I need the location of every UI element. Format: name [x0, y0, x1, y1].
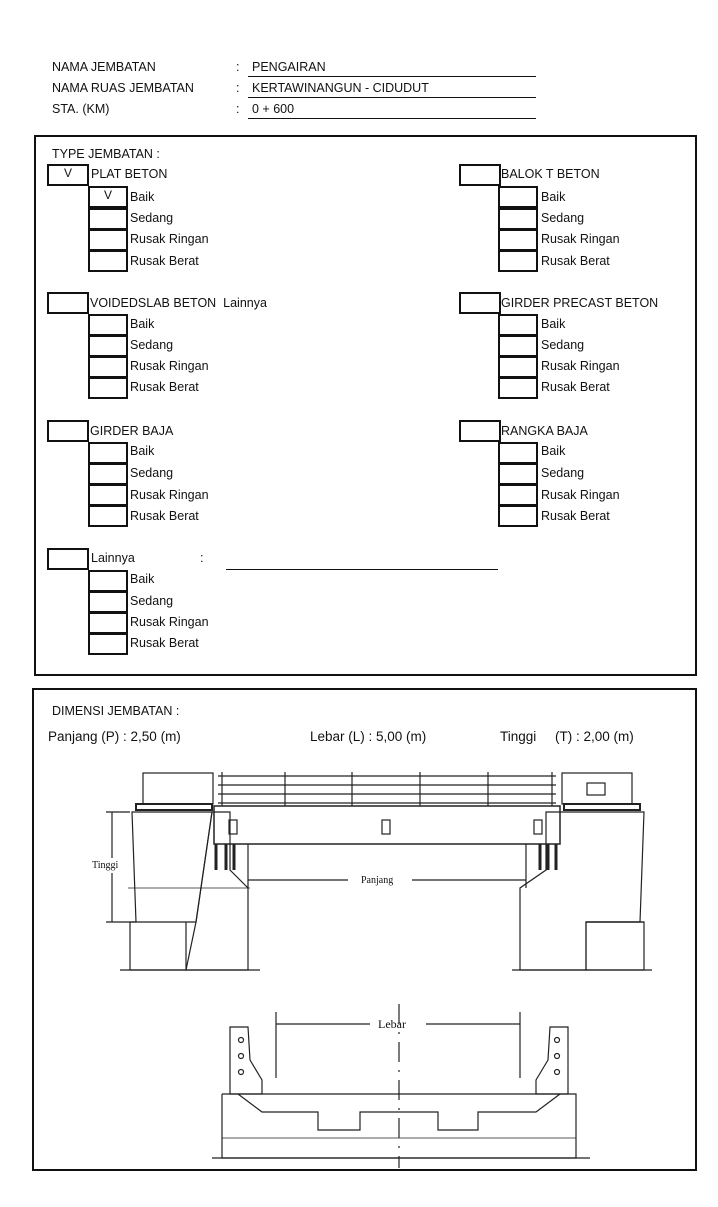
- type-checkbox-balok-t-beton[interactable]: [459, 164, 501, 186]
- condition-checkbox[interactable]: [88, 570, 128, 592]
- condition-checkbox[interactable]: [88, 229, 128, 251]
- underline: [248, 76, 536, 77]
- condition-checkbox[interactable]: [498, 463, 538, 485]
- condition-checkbox[interactable]: [498, 505, 538, 527]
- condition-checkbox[interactable]: [498, 484, 538, 506]
- lainnya-input-line[interactable]: [226, 569, 498, 570]
- type-label-lainnya: Lainnya: [91, 551, 135, 565]
- underline: [248, 97, 536, 98]
- condition-checkbox[interactable]: [498, 356, 538, 378]
- condition-label: Rusak Berat: [541, 254, 610, 268]
- type-checkbox-girder-baja[interactable]: [47, 420, 89, 442]
- condition-label: Baik: [130, 572, 155, 586]
- dimensi-lebar: Lebar (L) : 5,00 (m): [310, 729, 427, 744]
- lainnya-colon: :: [200, 551, 204, 565]
- condition-label: Rusak Ringan: [130, 615, 209, 629]
- condition-label: Rusak Berat: [130, 254, 199, 268]
- condition-checkbox[interactable]: [88, 612, 128, 634]
- condition-label: Rusak Berat: [541, 509, 610, 523]
- type-label-plat-beton: PLAT BETON: [91, 167, 168, 181]
- value-nama-jembatan: PENGAIRAN: [252, 60, 326, 74]
- condition-checkbox[interactable]: [498, 186, 538, 208]
- condition-checkbox[interactable]: [88, 442, 128, 464]
- condition-label: Rusak Berat: [130, 636, 199, 650]
- condition-checkbox[interactable]: [88, 484, 128, 506]
- value-sta: 0 + 600: [252, 102, 295, 116]
- condition-label: Rusak Berat: [130, 509, 199, 523]
- condition-checkbox[interactable]: [88, 314, 128, 336]
- dimensi-title: DIMENSI JEMBATAN :: [52, 704, 180, 718]
- dimensi-panel: [32, 688, 697, 1171]
- condition-checkbox[interactable]: [88, 377, 128, 399]
- type-label-rangka-baja: RANGKA BAJA: [501, 424, 588, 438]
- condition-label: Rusak Ringan: [130, 488, 209, 502]
- condition-checkbox[interactable]: [498, 377, 538, 399]
- condition-checkbox[interactable]: [498, 229, 538, 251]
- type-checkbox-rangka-baja[interactable]: [459, 420, 501, 442]
- type-checkbox-girder-precast-beton[interactable]: [459, 292, 501, 314]
- condition-label: Rusak Ringan: [541, 232, 620, 246]
- condition-label: Baik: [541, 190, 566, 204]
- label-nama-jembatan: NAMA JEMBATAN: [52, 60, 156, 74]
- condition-label: Rusak Ringan: [130, 232, 209, 246]
- condition-checkbox[interactable]: [498, 208, 538, 230]
- condition-label: Rusak Ringan: [541, 359, 620, 373]
- condition-label: Baik: [130, 444, 155, 458]
- colon: :: [236, 102, 240, 116]
- condition-label: Rusak Berat: [130, 380, 199, 394]
- condition-label: Sedang: [130, 211, 174, 225]
- condition-label: Sedang: [130, 338, 174, 352]
- type-checkbox-plat-beton[interactable]: V: [47, 164, 89, 186]
- condition-label: Baik: [541, 444, 566, 458]
- condition-checkbox[interactable]: [88, 208, 128, 230]
- underline: [248, 118, 536, 119]
- condition-checkbox[interactable]: [88, 463, 128, 485]
- colon: :: [236, 81, 240, 95]
- dimensi-tinggi: Tinggi (T) : 2,00 (m): [500, 729, 634, 744]
- label-nama-ruas: NAMA RUAS JEMBATAN: [52, 81, 194, 95]
- condition-checkbox[interactable]: [88, 505, 128, 527]
- condition-checkbox[interactable]: [88, 633, 128, 655]
- condition-label: Sedang: [541, 338, 585, 352]
- type-checkbox-voidedslab-beton[interactable]: [47, 292, 89, 314]
- condition-label: Sedang: [541, 466, 585, 480]
- label-sta: STA. (KM): [52, 102, 110, 116]
- condition-label: Sedang: [130, 466, 174, 480]
- condition-checkbox[interactable]: [88, 591, 128, 613]
- condition-label: Sedang: [130, 594, 174, 608]
- condition-checkbox[interactable]: [88, 250, 128, 272]
- condition-checkbox[interactable]: [88, 335, 128, 357]
- dimensi-panjang: Panjang (P) : 2,50 (m): [48, 729, 181, 744]
- condition-label: Rusak Berat: [541, 380, 610, 394]
- condition-checkbox[interactable]: [498, 250, 538, 272]
- condition-checkbox[interactable]: [498, 335, 538, 357]
- type-label-girder-precast-beton: GIRDER PRECAST BETON: [501, 296, 659, 310]
- condition-label: Rusak Ringan: [130, 359, 209, 373]
- condition-label: Baik: [130, 317, 155, 331]
- diagram-label-tinggi: Tinggi: [92, 860, 119, 871]
- condition-label: Baik: [541, 317, 566, 331]
- diagram-label-lebar: Lebar: [378, 1017, 406, 1031]
- type-label-voidedslab-beton: VOIDEDSLAB BETON Lainnya: [90, 296, 267, 310]
- condition-label: Sedang: [541, 211, 585, 225]
- colon: :: [236, 60, 240, 74]
- condition-checkbox[interactable]: V: [88, 186, 128, 208]
- type-checkbox-lainnya[interactable]: [47, 548, 89, 570]
- condition-checkbox[interactable]: [88, 356, 128, 378]
- condition-checkbox[interactable]: [498, 314, 538, 336]
- diagram-label-panjang: Panjang: [361, 875, 394, 886]
- type-label-balok-t-beton: BALOK T BETON: [501, 167, 600, 181]
- value-nama-ruas: KERTAWINANGUN - CIDUDUT: [252, 81, 429, 95]
- condition-label: Baik: [130, 190, 155, 204]
- condition-checkbox[interactable]: [498, 442, 538, 464]
- type-label-girder-baja: GIRDER BAJA: [90, 424, 174, 438]
- type-jembatan-title: TYPE JEMBATAN :: [52, 147, 160, 161]
- condition-label: Rusak Ringan: [541, 488, 620, 502]
